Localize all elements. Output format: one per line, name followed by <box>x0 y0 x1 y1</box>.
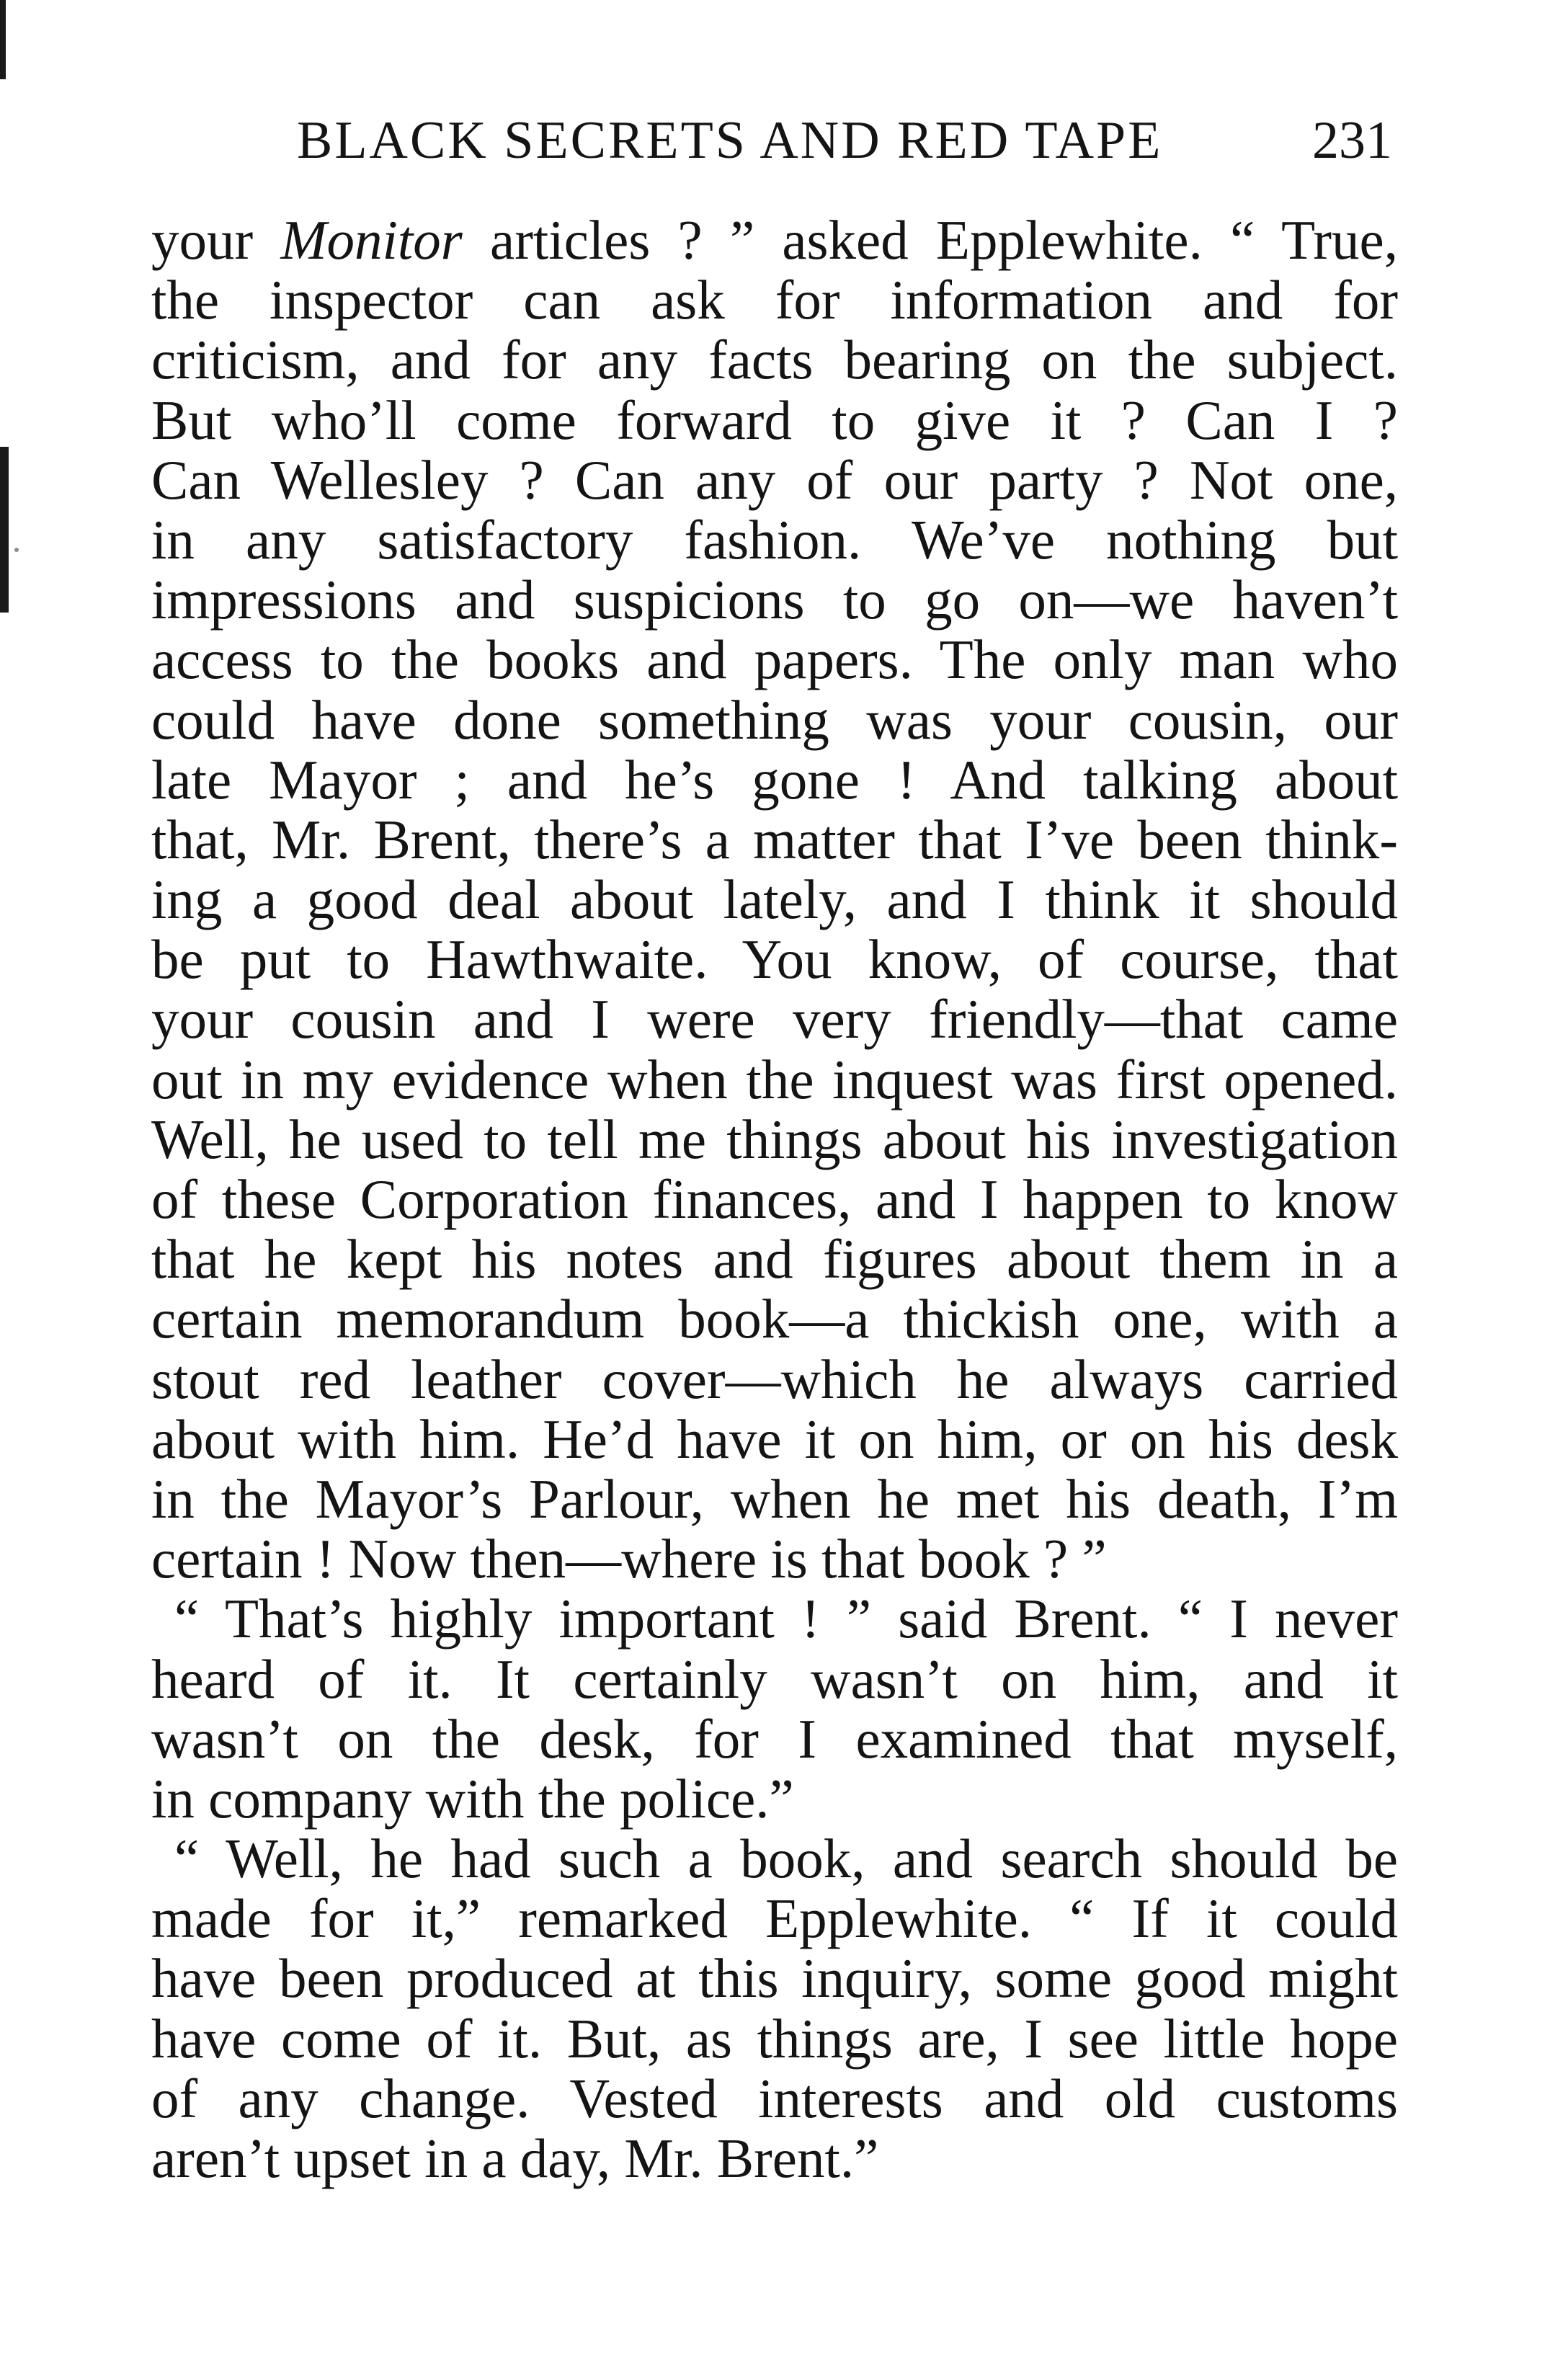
text-line: have come of it. But, as things are, I see little hope <box>151 2007 1398 2070</box>
text-line: But who’ll come forward to give it ? Can I ? <box>151 388 1398 451</box>
text-line: the inspector can ask for information and for <box>151 269 1398 331</box>
text-line: heard of it. It certainly wasn’t on him, and it <box>151 1647 1398 1710</box>
text-line: impressions and suspicions to go on—we haven’t <box>151 569 1398 631</box>
running-header <box>297 108 1392 173</box>
text-line: in the Mayor’s Parlour, when he met his death, I’m <box>151 1467 1398 1530</box>
text-line: of any change. Vested interests and old customs <box>151 2067 1398 2129</box>
text-line: out in my evidence when the inquest was first opened. <box>151 1048 1398 1110</box>
text-line: that he kept his notes and figures about them in a <box>151 1228 1398 1291</box>
text-line: have been produced at this inquiry, some good might <box>151 1947 1398 2010</box>
running-title: BLACK SECRETS AND RED TAPE <box>297 111 1163 170</box>
page-number: 231 <box>1312 111 1392 170</box>
text-line: your cousin and I were very friendly—that came <box>151 988 1398 1051</box>
text-line: in company with the police.” <box>151 1767 794 1830</box>
text-line: ing a good deal about lately, and I think it should <box>151 868 1398 931</box>
text-line: late Mayor ; and he’s gone ! And talking about <box>151 748 1398 811</box>
text-line: criticism, and for any facts bearing on the subject. <box>151 329 1398 391</box>
text-line: of these Corporation finances, and I happen to know <box>151 1168 1398 1230</box>
text-line: Can Wellesley ? Can any of our party ? Not one, <box>151 448 1398 511</box>
body-text <box>151 210 1398 2189</box>
text-line: wasn’t on the desk, for I examined that myself, <box>151 1707 1398 1770</box>
text-line: about with him. He’d have it on him, or on his desk <box>151 1407 1398 1470</box>
text-line: Well, he used to tell me things about his investigation <box>151 1108 1398 1170</box>
scan-edge-mark <box>0 0 6 79</box>
text-run: your <box>151 209 281 271</box>
text-line: that, Mr. Brent, there’s a matter that I’ve been think- <box>151 808 1398 871</box>
text-line: stout red leather cover—which he always carried <box>151 1348 1398 1410</box>
text-line: certain ! Now then—where is that book ? ” <box>151 1528 1107 1590</box>
text-line: access to the books and papers. The only man who <box>151 628 1398 691</box>
text-line: be put to Hawthwaite. You know, of course, that <box>151 928 1398 991</box>
text-line <box>151 210 1398 270</box>
scan-speck <box>14 548 19 552</box>
text-line: made for it,” remarked Epplewhite. “ If it could <box>151 1887 1398 1950</box>
text-line: “ That’s highly important ! ” said Brent. “ I never <box>174 1588 1398 1650</box>
italic-title: Monitor <box>280 209 463 271</box>
text-line: aren’t upset in a day, Mr. Brent.” <box>151 2127 879 2189</box>
text-line: could have done something was your cousin, our <box>151 688 1398 751</box>
text-run: articles ? ” asked Epplewhite. “ True, <box>462 209 1398 271</box>
text-line: “ Well, he had such a book, and search should be <box>174 1828 1398 1890</box>
text-line: in any satisfactory fashion. We’ve nothing but <box>151 508 1398 571</box>
text-line: certain memorandum book—a thickish one, with a <box>151 1288 1398 1350</box>
scan-edge-mark <box>0 447 9 613</box>
